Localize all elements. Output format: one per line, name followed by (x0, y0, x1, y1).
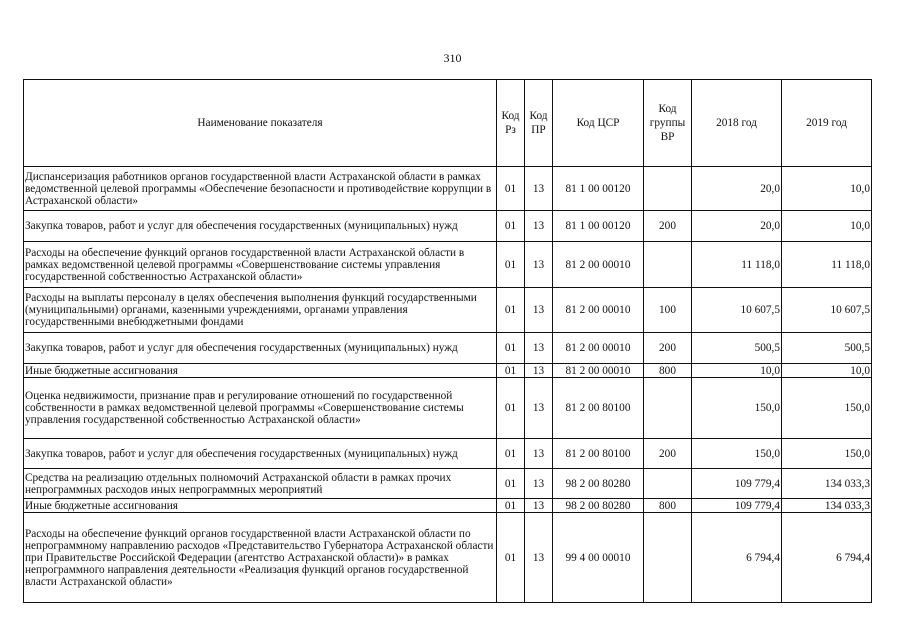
row-name: Закупка товаров, работ и услуг для обеспечения государственных (муниципальных) нужд (24, 211, 497, 242)
row-vr (644, 378, 692, 439)
table-row (24, 364, 872, 378)
table-row (24, 242, 872, 288)
row-2019: 500,5 (782, 333, 872, 364)
row-name: Расходы на обеспечение функций органов государственной власти Астраханской области в рамках ведомственной целевой программы «Совершенствование системы управления государственной собственностью Астраханской области» (24, 242, 497, 288)
header-vr: Код группы ВР (644, 80, 692, 167)
table-row (24, 499, 872, 513)
header-2018: 2018 год (692, 80, 782, 167)
row-csr: 98 2 00 80280 (553, 469, 644, 499)
row-name: Диспансеризация работников органов государственной власти Астраханской области в рамках ведомственной целевой программы «Обеспечение безопасности и противодействие коррупции в Астраханской области» (24, 167, 497, 211)
row-pr: 13 (525, 242, 553, 288)
row-pr: 13 (525, 167, 553, 211)
table-row (24, 378, 872, 439)
row-2019: 134 033,3 (782, 469, 872, 499)
row-2018: 11 118,0 (692, 242, 782, 288)
row-2019: 10,0 (782, 211, 872, 242)
row-2019: 10,0 (782, 364, 872, 378)
row-2019: 11 118,0 (782, 242, 872, 288)
row-pr: 13 (525, 378, 553, 439)
row-2018: 150,0 (692, 378, 782, 439)
row-2018: 10 607,5 (692, 288, 782, 333)
row-rz: 01 (497, 167, 525, 211)
row-vr (644, 513, 692, 603)
row-2019: 150,0 (782, 378, 872, 439)
row-rz: 01 (497, 378, 525, 439)
row-vr: 100 (644, 288, 692, 333)
row-2018: 20,0 (692, 167, 782, 211)
row-2019: 134 033,3 (782, 499, 872, 513)
row-name: Оценка недвижимости, признание прав и регулирование отношений по государственной собственности в рамках ведомственной целевой программы «Совершенствование системы управления государственной собственностью Астраханской области» (24, 378, 497, 439)
table-header-row (24, 80, 872, 167)
header-rz: Код Рз (497, 80, 525, 167)
row-2018: 500,5 (692, 333, 782, 364)
row-csr: 99 4 00 00010 (553, 513, 644, 603)
row-rz: 01 (497, 513, 525, 603)
row-pr: 13 (525, 439, 553, 469)
row-pr: 13 (525, 288, 553, 333)
row-2018: 150,0 (692, 439, 782, 469)
header-2019: 2019 год (782, 80, 872, 167)
row-name: Расходы на выплаты персоналу в целях обеспечения выполнения функций государственными (муниципальными) органами, казенными учреждениями, органами управления государственными внебюджетными фондами (24, 288, 497, 333)
page-number: 310 (443, 51, 462, 65)
row-2018: 109 779,4 (692, 499, 782, 513)
header-name: Наименование показателя (24, 80, 497, 167)
row-csr: 81 2 00 00010 (553, 333, 644, 364)
row-rz: 01 (497, 439, 525, 469)
table-row (24, 288, 872, 333)
table-row (24, 469, 872, 499)
row-pr: 13 (525, 333, 553, 364)
row-2018: 10,0 (692, 364, 782, 378)
row-vr (644, 167, 692, 211)
row-rz: 01 (497, 242, 525, 288)
row-pr: 13 (525, 364, 553, 378)
table-row (24, 513, 872, 603)
row-2018: 109 779,4 (692, 469, 782, 499)
row-vr: 200 (644, 211, 692, 242)
row-vr: 200 (644, 439, 692, 469)
row-name: Иные бюджетные ассигнования (24, 499, 497, 513)
row-csr: 81 2 00 00010 (553, 242, 644, 288)
row-rz: 01 (497, 469, 525, 499)
row-vr: 800 (644, 499, 692, 513)
row-csr: 98 2 00 80280 (553, 499, 644, 513)
row-csr: 81 2 00 00010 (553, 288, 644, 333)
row-vr: 200 (644, 333, 692, 364)
row-rz: 01 (497, 211, 525, 242)
table-row (24, 211, 872, 242)
row-2018: 20,0 (692, 211, 782, 242)
row-2018: 6 794,4 (692, 513, 782, 603)
row-csr: 81 2 00 00010 (553, 364, 644, 378)
row-rz: 01 (497, 364, 525, 378)
row-2019: 10,0 (782, 167, 872, 211)
row-2019: 6 794,4 (782, 513, 872, 603)
row-pr: 13 (525, 211, 553, 242)
row-pr: 13 (525, 469, 553, 499)
row-rz: 01 (497, 333, 525, 364)
table-row (24, 333, 872, 364)
row-pr: 13 (525, 513, 553, 603)
header-csr: Код ЦСР (553, 80, 644, 167)
row-2019: 10 607,5 (782, 288, 872, 333)
budget-table (23, 79, 872, 603)
row-vr: 800 (644, 364, 692, 378)
row-name: Закупка товаров, работ и услуг для обеспечения государственных (муниципальных) нужд (24, 333, 497, 364)
row-csr: 81 1 00 00120 (553, 211, 644, 242)
row-csr: 81 2 00 80100 (553, 439, 644, 469)
row-name: Расходы на обеспечение функций органов государственной власти Астраханской области по непрограммному направлению расходов «Представительство Губернатора Астраханской области при Правительстве Российской Федерации (агентство Астраханской области)» в рамках непрограммного направления деятельности «Реализация функций органов государственной власти Астраханской области» (24, 513, 497, 603)
row-name: Средства на реализацию отдельных полномочий Астраханской области в рамках прочих непрограммных расходов иных непрограммных мероприятий (24, 469, 497, 499)
table-row (24, 439, 872, 469)
header-pr: Код ПР (525, 80, 553, 167)
row-vr (644, 242, 692, 288)
row-vr (644, 469, 692, 499)
row-name: Иные бюджетные ассигнования (24, 364, 497, 378)
row-2019: 150,0 (782, 439, 872, 469)
row-csr: 81 1 00 00120 (553, 167, 644, 211)
row-csr: 81 2 00 80100 (553, 378, 644, 439)
row-pr: 13 (525, 499, 553, 513)
row-name: Закупка товаров, работ и услуг для обеспечения государственных (муниципальных) нужд (24, 439, 497, 469)
table-row (24, 167, 872, 211)
row-rz: 01 (497, 288, 525, 333)
row-rz: 01 (497, 499, 525, 513)
